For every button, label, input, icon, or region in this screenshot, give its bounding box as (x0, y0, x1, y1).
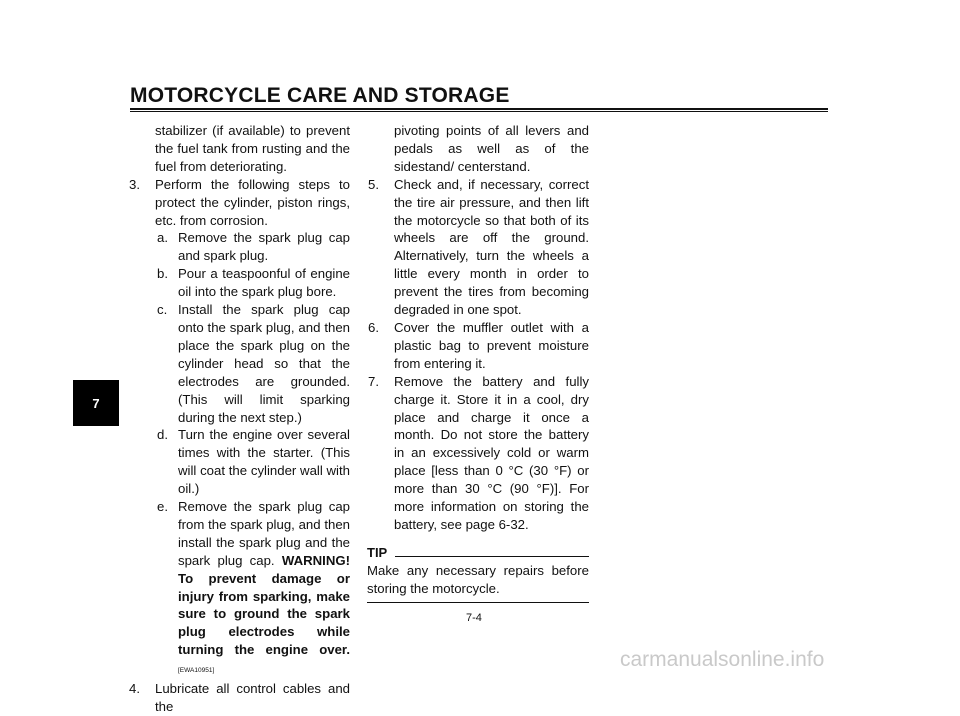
sub-item-d (128, 426, 350, 498)
left-column (128, 122, 350, 716)
sub-item-e (128, 498, 350, 680)
warning-code: [EWA10951] (178, 667, 215, 675)
step-text: Cover the muffler outlet with a plastic bag to prevent moisture from entering it. (394, 319, 589, 371)
tip-rule (395, 556, 589, 557)
list-item-step-5 (367, 176, 589, 319)
warning-text: WARNING! To prevent damage or injury from sparking, make sure to ground the spark plug electrodes while turning the engine over. (178, 552, 350, 658)
sub-text: Remove the spark plug cap and spark plug. (178, 230, 350, 264)
tip-label: TIP (367, 544, 388, 560)
sub-text: Remove the spark plug cap from the spark plug, and then install the spark plug and the spark plug cap. (178, 499, 350, 568)
sub-item-b (128, 265, 350, 301)
page-title: MOTORCYCLE CARE AND STORAGE (130, 84, 510, 107)
sub-text: Turn the engine over several times with the starter. (This will coat the cylinder wall with oil.) (178, 427, 350, 497)
sub-text: Pour a teaspoonful of engine oil into the spark plug bore. (178, 266, 350, 300)
list-item-step-4 (128, 680, 350, 716)
sub-letter: a. (157, 230, 168, 246)
sub-letter: c. (157, 302, 168, 318)
step-number: 6. (368, 319, 379, 335)
sub-letter: d. (157, 427, 168, 443)
step-number: 3. (129, 176, 140, 192)
right-column (367, 122, 589, 603)
sub-letter: b. (157, 266, 168, 282)
continued-text: pivoting points of all levers and pedals as well as of the sidestand/ centerstand. (394, 123, 589, 174)
step-number: 5. (368, 176, 379, 192)
step-number: 4. (129, 681, 140, 697)
tip-end-rule (367, 602, 589, 603)
page-number: 7-4 (466, 612, 482, 624)
step-text: Perform the following steps to protect the cylinder, piston rings, etc. from corrosion. (155, 176, 350, 228)
chapter-tab: 7 (73, 380, 119, 426)
sub-text: Install the spark plug cap onto the spark plug, and then place the spark plug on the cylinder head so that the electrodes are grounded. (This will limit sparking during the next step.) (178, 302, 350, 425)
tip-header (367, 544, 589, 562)
header-rule (130, 108, 828, 110)
list-item-step-7 (367, 373, 589, 534)
sub-item-c (128, 301, 350, 426)
list-item-step-6 (367, 319, 589, 373)
watermark: carmanualsonline.info (620, 648, 825, 671)
step-text: Lubricate all control cables and the (155, 681, 350, 714)
list-item-step-3 (128, 176, 350, 230)
step-text: Remove the battery and fully charge it. Store it in a cool, dry place and charge it once a month. Do not store the battery in an excessively cold or warm place [less than 0 °C (30 °F) or more than 30 °C (90 °F)]. For more information on storing the battery, see page 6-32. (394, 373, 589, 532)
sub-item-a (128, 229, 350, 265)
intro-text: stabilizer (if available) to prevent the fuel tank from rusting and the fuel from deteriorating. (155, 123, 350, 174)
header-rule-thin (130, 111, 828, 112)
tip-text: Make any necessary repairs before storing the motorcycle. (367, 562, 589, 596)
sub-letter: e. (157, 499, 168, 515)
step-text: Check and, if necessary, correct the tire air pressure, and then lift the motorcycle so that both of its wheels are off the ground. Alternatively, turn the wheels a little every month in order to prevent the tires from becoming degraded in one spot. (394, 176, 589, 318)
step-number: 7. (368, 373, 379, 389)
